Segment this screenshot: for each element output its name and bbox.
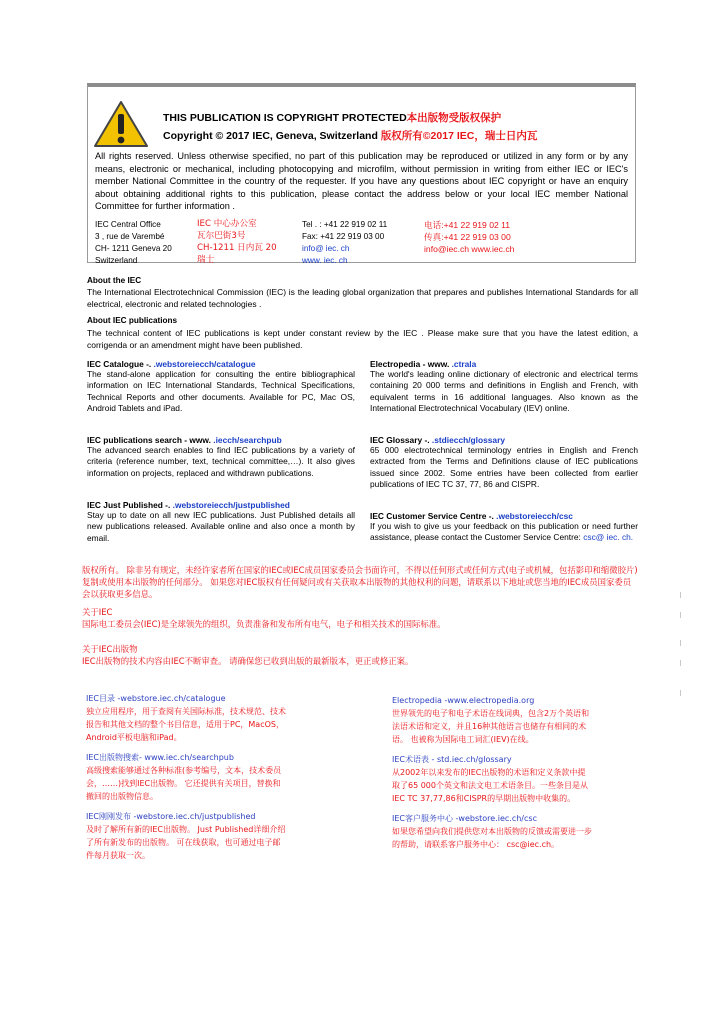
margin-mark — [680, 592, 681, 598]
cn-entry-catalogue: IEC目录 -webstore.iec.ch/catalogue 独立应用程序，用于查阅有关国际标准，技术规范、技术报告和其他文档的整个书目信息，适用于PC，MacOS，Android平板电脑和iPad。 — [86, 694, 286, 742]
glossary-link[interactable]: .stdiecch/glossary — [431, 435, 505, 445]
cn-entry-justpublished: IEC刚刚发布 -webstore.iec.ch/justpublished 及时了解所有新的IEC出版物。 Just Published详细介绍了所有新发布的出版物。 可在线获取，也可通过电子邮件每月获取一次。 — [86, 812, 286, 860]
entry-catalogue: IEC Catalogue -. .webstoreiecch/catalogue The stand-alone application for consulting the entire bibliographical information on IEC International Standards, Technical Specifications, Technical Reports and other documents. Available for PC, Mac OS, Android Tablets and iPad. — [87, 359, 355, 414]
contact-cn: 电话:+41 22 919 02 11 传真:+41 22 919 03 00 info@iec.ch www.iec.ch — [424, 220, 515, 254]
about-iec-heading: About the IEC — [87, 276, 142, 285]
electropedia-link[interactable]: .ctrala — [451, 359, 477, 369]
cn-about-iec-text: 国际电工委员会(IEC)是全球领先的组织，负责准备和发布所有电气，电子和相关技术的国际标准。 — [82, 619, 446, 629]
searchpub-link[interactable]: .iecch/searchpub — [213, 435, 282, 445]
entry-csc: IEC Customer Service Centre -. .webstoreiecch/csc If you wish to give us your feedback on this publication or need further assistance, please contact the Customer Service Centre: csc@ iec. ch. — [370, 511, 638, 543]
margin-mark — [680, 660, 681, 666]
website-link[interactable]: www. iec. ch — [302, 256, 348, 265]
justpublished-link[interactable]: .webstoreiecch/justpublished — [172, 500, 290, 510]
entry-search: IEC publications search - www. .iecch/searchpub The advanced search enables to find IEC publications by a variety of criteria (reference number, text, technical committee,…). It also gives information on projects, replaced and withdrawn publications. — [87, 435, 355, 478]
entry-justpublished: IEC Just Published -. .webstoreiecch/justpublished Stay up to date on all new IEC publications. Just Published details all new publications released. Available online and also once a month by email. — [87, 500, 355, 543]
copyright-line: Copyright © 2017 IEC, Geneva, Switzerland 版权所有©2017 IEC，瑞士日内瓦 — [163, 130, 538, 142]
rights-paragraph: All rights reserved. Unless otherwise specified, no part of this publication may be reproduced or utilized in any form or by any means, electronic or mechanical, including photocopying and microfilm, without permission in writing from either IEC or IEC's member National Committee in the country of the requester. If you have any questions about IEC copyright or have an enquiry about obtaining additional rights to this publication, please contact the address below or your local IEC member National Committee for further information . — [95, 151, 628, 211]
address-en: IEC Central Office 3 , rue de Varembé CH- 1211 Geneva 20 Switzerland — [95, 220, 172, 265]
about-pubs-heading: About IEC publications — [87, 316, 178, 325]
entry-electropedia: Electropedia - www. .ctrala The world's leading online dictionary of electronic and electrical terms containing 20 000 terms and definitions in English and French, with equivalent terms in 16 additional languages. Also known as the International Electrotechnical Vocabulary (IEV) online. — [370, 359, 638, 414]
address-cn: IEC 中心办公室 瓦尔巴街3号 CH-1211 日内瓦 20 瑞士 — [197, 219, 277, 265]
margin-mark — [680, 612, 681, 618]
cn-about-pubs-text: IEC出版物的技术内容由IEC不断审查。 请确保您已收到出版的最新版本，更正或修正案。 — [82, 656, 414, 666]
cn-entry-search: IEC出版物搜索- www.iec.ch/searchpub 高级搜索能够通过各种标准(参考编号，文本，技术委员会，……)找到IEC出版物。 它还提供有关项目，替换和撤回的出版物信息。 — [86, 753, 282, 801]
cn-entry-glossary: IEC术语表 - std.iec.ch/glossary 从2002年以来发布的IEC出版物的术语和定义条款中提取了65 000个英文和法文电工术语条目。一些条目是从IEC TC 37,77,86和CISPR的早期出版物中收集的。 — [392, 755, 588, 803]
copyright-title: THIS PUBLICATION IS COPYRIGHT PROTECTED本出版物受版权保护 — [163, 112, 502, 124]
csc-email-link[interactable]: csc@ iec. ch. — [583, 532, 634, 543]
cn-entry-electropedia: Electropedia -www.electropedia.org 世界领先的电子和电子术语在线词典，包含2万个英语和法语术语和定义，并且16种其他语言也储存有相同的术语。 也被称为国际电工词汇(IEV)在线。 — [392, 696, 590, 744]
contact-en: Tel . : +41 22 919 02 11 Fax: +41 22 919 03 00 info@ iec. ch www. iec. ch — [302, 220, 388, 265]
csc-link[interactable]: .webstoreiecch/csc — [496, 511, 573, 521]
cn-rights-paragraph: 版权所有。 除非另有规定，未经许家者所在国家的IEC或IEC成员国家委员会书面许可，不得以任何形式或任何方式(电子或机械，包括影印和缩微胶片)复制或使用本出版物的任何部分。 如果您对IEC版权有任何疑问或有关获取本出版物的其他权利的问题，请联系以下地址或您当地的IEC成员国家委员会以获取更多信息。 — [82, 565, 638, 599]
warning-icon — [93, 100, 149, 148]
cn-entry-csc: IEC客户服务中心 -webstore.iec.ch/csc 如果您希望向我们提供您对本出版物的反馈或需要进一步的帮助，请联系客户服务中心： csc@iec.ch。 — [392, 814, 592, 849]
cn-about-iec-heading: 关于IEC — [82, 607, 113, 617]
catalogue-link[interactable]: .webstoreiecch/catalogue — [153, 359, 256, 369]
margin-mark — [680, 690, 681, 696]
about-pubs-text: The technical content of IEC publications is kept under constant review by the IEC . Please make sure that you have the latest edition, a corrigenda or an amendment might have been published. — [87, 328, 638, 350]
entry-glossary: IEC Glossary -. .stdiecch/glossary 65 000 electrotechnical terminology entries in English and French extracted from the Terms and Definitions clause of IEC publications issued since 2002. Some entries have been collected from earlier publications of IEC TC 37, 77, 86 and CISPR. — [370, 435, 638, 490]
about-iec-text: The International Electrotechnical Commission (IEC) is the leading global organization that prepares and publishes International Standards for all electrical, electronic and related technologies . — [87, 287, 638, 309]
margin-mark — [680, 640, 681, 646]
email-link[interactable]: info@ iec. ch — [302, 244, 350, 253]
cn-about-pubs-heading: 关于IEC出版物 — [82, 644, 138, 654]
